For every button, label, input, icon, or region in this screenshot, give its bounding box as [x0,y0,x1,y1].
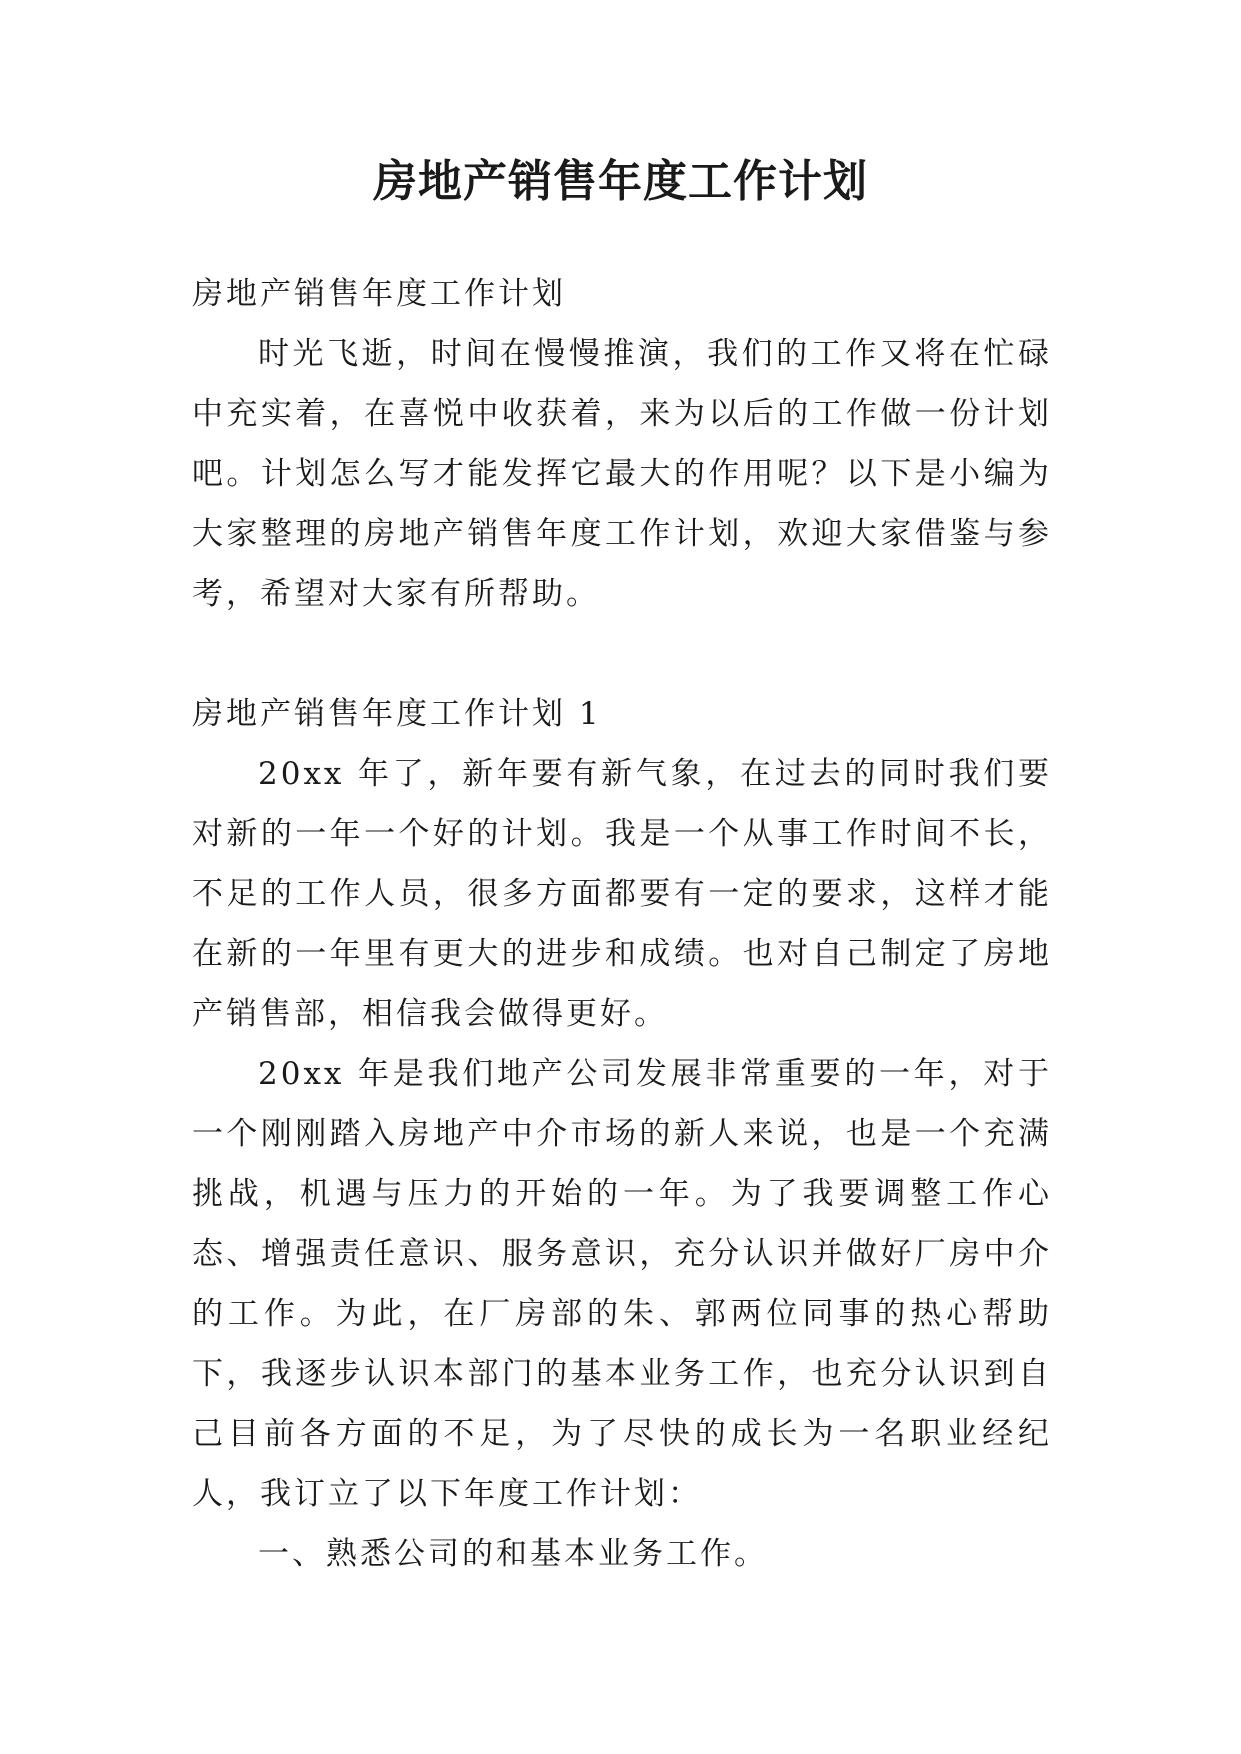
paragraph-gap [192,624,1052,684]
document-body [192,264,1052,1584]
body-paragraph-2: 20xx 年是我们地产公司发展非常重要的一年，对于一个刚刚踏入房地产中介市场的新人来说，也是一个充满挑战，机遇与压力的开始的一年。为了我要调整工作心态、增强责任意识、服务意识，充分认识并做好厂房中介的工作。为此，在厂房部的朱、郭两位同事的热心帮助下，我逐步认识本部门的基本业务工作，也充分认识到自己目前各方面的不足，为了尽快的成长为一名职业经纪人，我订立了以下年度工作计划： [192,1056,1052,1512]
subtitle-line: 房地产销售年度工作计划 [192,276,566,312]
intro-paragraph: 时光飞逝，时间在慢慢推演，我们的工作又将在忙碌中充实着，在喜悦中收获着，来为以后的工作做一份计划吧。计划怎么写才能发挥它最大的作用呢？以下是小编为大家整理的房地产销售年度工作计划，欢迎大家借鉴与参考，希望对大家有所帮助。 [192,336,1052,612]
section-heading: 房地产销售年度工作计划 1 [192,696,602,732]
body-paragraph-1: 20xx 年了，新年要有新气象，在过去的同时我们要对新的一年一个好的计划。我是一个从事工作时间不长，不足的工作人员，很多方面都要有一定的要求，这样才能在新的一年里有更大的进步和成绩。也对自己制定了房地产销售部，相信我会做得更好。 [192,756,1052,1032]
list-item-1: 一、熟悉公司的和基本业务工作。 [258,1536,768,1572]
document-title: 房地产销售年度工作计划 [373,156,868,207]
